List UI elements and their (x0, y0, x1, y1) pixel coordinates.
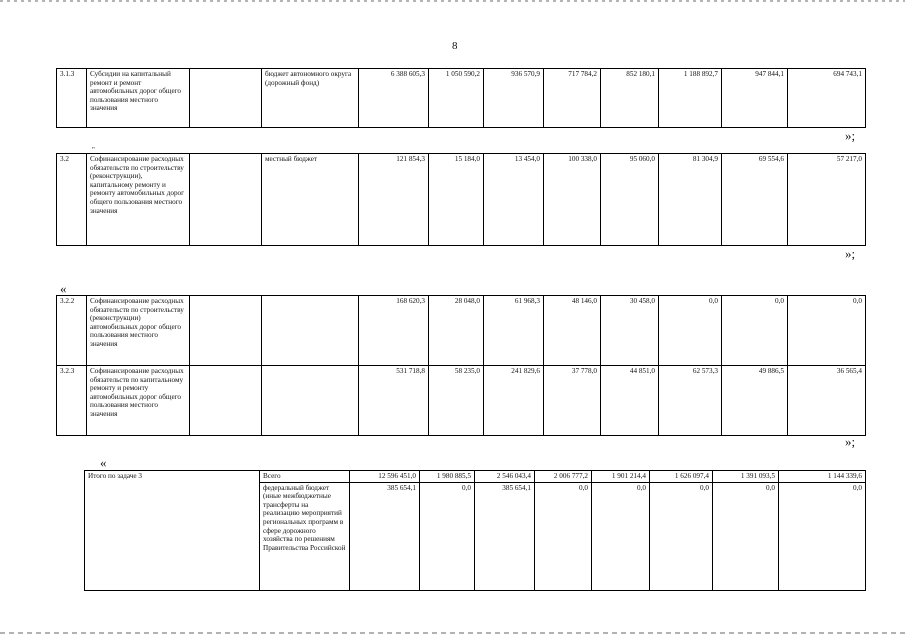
value-cell: 44 851,0 (601, 366, 659, 436)
row-source: федеральный бюджет (иные межбюджетные трансферты на реализацию мероприятий региональных программ в сфере дорожного хозяйства по решениям Правительства Российской (260, 482, 350, 590)
row-code: 3.2 (57, 154, 87, 246)
row-source (262, 296, 359, 366)
value-cell: 2 546 043,4 (475, 471, 535, 483)
scan-edge-top (0, 0, 905, 2)
row-name: Софинансирование расходных обязательств по строительству (реконструкции) автомобильных дорог общего пользования местного значения (87, 296, 190, 366)
value-cell: 62 573,3 (659, 366, 722, 436)
value-cell: 0,0 (650, 482, 713, 590)
table-row (57, 366, 866, 436)
value-cell: 100 338,0 (544, 154, 601, 246)
value-cell: 0,0 (420, 482, 475, 590)
value-cell: 0,0 (592, 482, 650, 590)
closing-quote-mark: »; (845, 128, 856, 143)
value-cell: 0,0 (659, 296, 722, 366)
value-cell: 81 304,9 (659, 154, 722, 246)
value-cell: 1 188 892,7 (659, 69, 722, 128)
value-cell: 694 743,1 (788, 69, 866, 128)
row-source: местный бюджет (262, 154, 359, 246)
table-subsidies-313 (56, 68, 866, 128)
row-empty-cell (190, 296, 262, 366)
value-cell: 48 146,0 (544, 296, 601, 366)
row-code: 3.1.3 (57, 69, 87, 128)
row-empty-cell (190, 154, 262, 246)
value-cell: 1 901 214,4 (592, 471, 650, 483)
value-cell: 1 050 590,2 (429, 69, 484, 128)
value-cell: 531 718,8 (359, 366, 429, 436)
value-cell: 385 654,1 (350, 482, 420, 590)
value-cell: 58 235,0 (429, 366, 484, 436)
stray-quote-mark: " (92, 146, 95, 154)
value-cell: 6 388 605,3 (359, 69, 429, 128)
value-cell: 0,0 (722, 296, 788, 366)
table-total-task-3 (84, 470, 866, 591)
value-cell: 36 565,4 (788, 366, 866, 436)
value-cell: 13 454,0 (484, 154, 544, 246)
row-code: 3.2.3 (57, 366, 87, 436)
row-empty-cell (190, 366, 262, 436)
row-name: Софинансирование расходных обязательств по капитальному ремонту и ремонту автомобильных дорог общего пользования местного значения (87, 366, 190, 436)
row-source: Всего (260, 471, 350, 483)
value-cell: 37 778,0 (544, 366, 601, 436)
closing-quote-mark: »; (845, 246, 856, 261)
value-cell: 852 180,1 (601, 69, 659, 128)
value-cell: 121 854,3 (359, 154, 429, 246)
value-cell: 15 184,0 (429, 154, 484, 246)
value-cell: 30 458,0 (601, 296, 659, 366)
opening-quote-mark: « (100, 455, 107, 470)
table-cofinancing-322-323 (56, 295, 866, 436)
value-cell: 936 570,9 (484, 69, 544, 128)
table-cofinancing-32 (56, 153, 866, 246)
value-cell: 1 626 097,4 (650, 471, 713, 483)
value-cell: 1 144 339,6 (779, 471, 866, 483)
table-row (57, 69, 866, 128)
value-cell: 1 391 093,5 (713, 471, 779, 483)
value-cell: 385 654,1 (475, 482, 535, 590)
value-cell: 168 620,3 (359, 296, 429, 366)
value-cell: 49 886,5 (722, 366, 788, 436)
value-cell: 69 554,6 (722, 154, 788, 246)
row-name: Софинансирование расходных обязательств по строительству (реконструкции), капитальному ремонту и ремонту автомобильных дорог общего пользования местного значения (87, 154, 190, 246)
row-source: бюджет автономного округа (дорожный фонд) (262, 69, 359, 128)
value-cell: 2 006 777,2 (535, 471, 592, 483)
table-row (57, 296, 866, 366)
value-cell: 0,0 (535, 482, 592, 590)
value-cell: 57 217,0 (788, 154, 866, 246)
value-cell: 0,0 (788, 296, 866, 366)
row-code: 3.2.2 (57, 296, 87, 366)
closing-quote-mark: »; (845, 434, 856, 449)
value-cell: 12 596 451,0 (350, 471, 420, 483)
page-number: 8 (452, 40, 458, 52)
value-cell: 0,0 (779, 482, 866, 590)
value-cell: 717 784,2 (544, 69, 601, 128)
row-source (262, 366, 359, 436)
table-row (57, 154, 866, 246)
row-empty-cell (190, 69, 262, 128)
value-cell: 0,0 (713, 482, 779, 590)
scan-edge-bottom (0, 632, 905, 634)
opening-quote-mark: « (60, 281, 67, 296)
row-name: Субсидии на капитальный ремонт и ремонт автомобильных дорог общего пользования местного значения (87, 69, 190, 128)
value-cell: 61 968,3 (484, 296, 544, 366)
value-cell: 95 060,0 (601, 154, 659, 246)
value-cell: 241 829,6 (484, 366, 544, 436)
table-row (85, 471, 866, 483)
value-cell: 1 980 885,5 (420, 471, 475, 483)
value-cell: 28 048,0 (429, 296, 484, 366)
total-label: Итого по задаче 3 (85, 471, 260, 591)
value-cell: 947 844,1 (722, 69, 788, 128)
